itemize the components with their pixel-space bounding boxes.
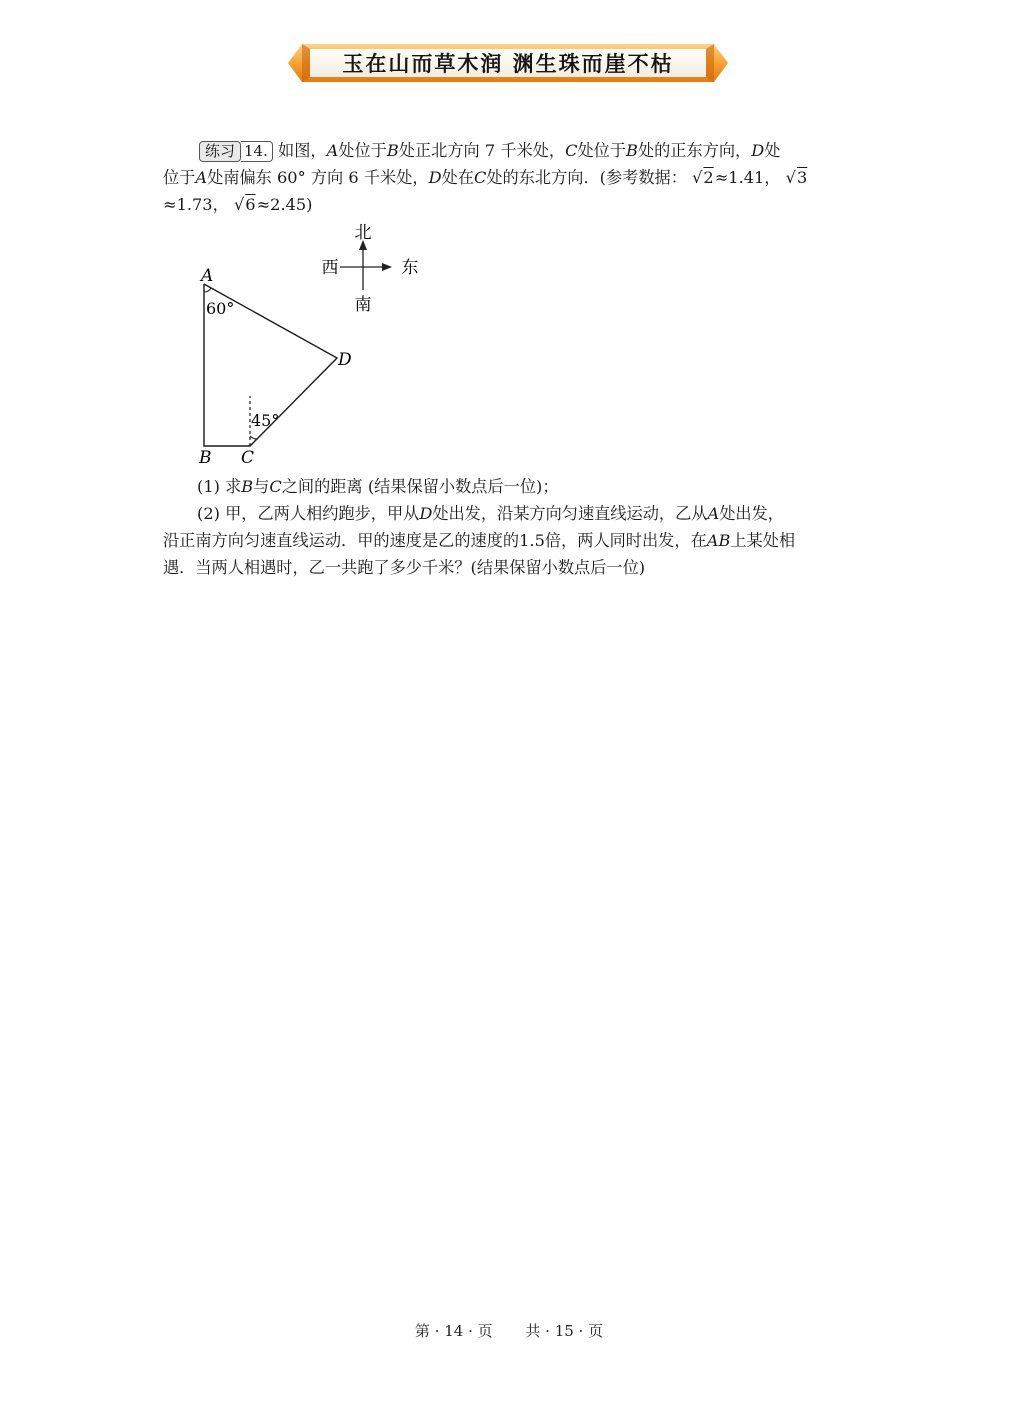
text: 处在 (441, 168, 474, 187)
text: 倍，两人同时出发，在 (544, 531, 707, 550)
question-2-line-3 (163, 555, 645, 581)
text: 处位于 (577, 141, 627, 160)
text: 处正北方向 (398, 141, 480, 160)
text: 处出发， (719, 504, 784, 523)
compass-north-label: 北 (354, 223, 372, 243)
text: 方向 (310, 168, 344, 187)
var-d: D (751, 141, 765, 160)
point-c-label: C (241, 448, 255, 468)
page-number: 第 · 14 · 页 (414, 1322, 493, 1340)
text: 遇．当两人相遇时，乙一共跑了多少千米？(结果保留小数点后一位) (163, 558, 646, 577)
text: 沿正南方向匀速直线运动．甲的速度是乙的速度的 (163, 531, 520, 550)
question-2-line-2 (163, 528, 795, 554)
exercise-tag: 练习 (199, 141, 241, 162)
problem-number: 14. (241, 141, 273, 162)
problem-line-1 (163, 138, 780, 164)
var-b: B (626, 141, 638, 160)
text: ≈1.41， (714, 168, 781, 187)
text: 如图， (278, 141, 327, 160)
text: (1) 求 (197, 477, 242, 496)
compass-east-label: 东 (401, 258, 419, 278)
point-d-label: D (338, 350, 352, 370)
var-a: A (326, 141, 339, 160)
text: 千米处， (500, 141, 566, 160)
var-a: A (195, 168, 208, 187)
page-footer (0, 1320, 1018, 1341)
sqrt-radicand: 2 (703, 168, 714, 187)
angle-45-label: 45° (251, 411, 280, 430)
angle-arc-c (250, 436, 257, 439)
text: 处南偏东 (207, 168, 272, 187)
compass-south-label: 南 (354, 295, 372, 315)
compass (322, 223, 419, 315)
var-d: D (428, 168, 442, 187)
number: 1.5 (519, 531, 545, 550)
point-a-label: A (201, 266, 214, 286)
question-2-line-1 (197, 501, 784, 527)
sqrt-radicand: 3 (796, 168, 808, 187)
problem-line-2: 位于A处南偏东 60° 方向 6 千米处，D处在C处的东北方向．(参考数据： √2≈1.41， √3 (163, 168, 808, 187)
east-arrow-icon (382, 263, 392, 271)
text: 处出发，沿某方向匀速直线运动，乙从 (432, 504, 708, 523)
var-b: B (241, 477, 254, 496)
angle-arc-a (204, 288, 211, 292)
text: 之间的距离 (结果保留小数点后一位)； (281, 477, 559, 496)
sqrt-radicand: 6 (245, 195, 256, 214)
text: 处的东北方向．(参考数据： (486, 168, 687, 187)
var-d: D (419, 504, 433, 523)
text: ≈2.45) (256, 195, 313, 214)
text: 处 (764, 141, 781, 160)
text: 处的正东方向， (637, 141, 752, 160)
banner-motto: 玉在山而草木润 渊生珠而崖不枯 (342, 51, 674, 76)
var-b: B (386, 141, 399, 160)
text: 千米处， (363, 168, 429, 187)
text: 处位于 (338, 141, 387, 160)
text: 上某处相 (730, 531, 796, 550)
angle-60-label: 60° (206, 299, 235, 318)
compass-west-label: 西 (321, 258, 339, 278)
var-a: A (707, 504, 720, 523)
var-c: C (473, 168, 487, 187)
point-b-label: B (199, 448, 212, 468)
number: 6 (348, 168, 359, 187)
angle-value: 60° (276, 168, 306, 187)
problem-line-3: ≈1.73， √6≈2.45) (163, 195, 313, 214)
question-1 (197, 474, 559, 500)
text: (2) 甲，乙两人相约跑步，甲从 (197, 504, 420, 523)
text: 位于 (163, 168, 196, 187)
text: 与 (253, 477, 270, 496)
header-banner (288, 42, 728, 84)
page-total: 共 · 15 · 页 (525, 1322, 604, 1340)
var-c: C (269, 477, 282, 496)
geometry-figure (190, 220, 430, 470)
var-c: C (565, 141, 578, 160)
var-ab: AB (706, 531, 731, 550)
text: ≈1.73， (163, 195, 229, 214)
number: 7 (484, 141, 496, 160)
